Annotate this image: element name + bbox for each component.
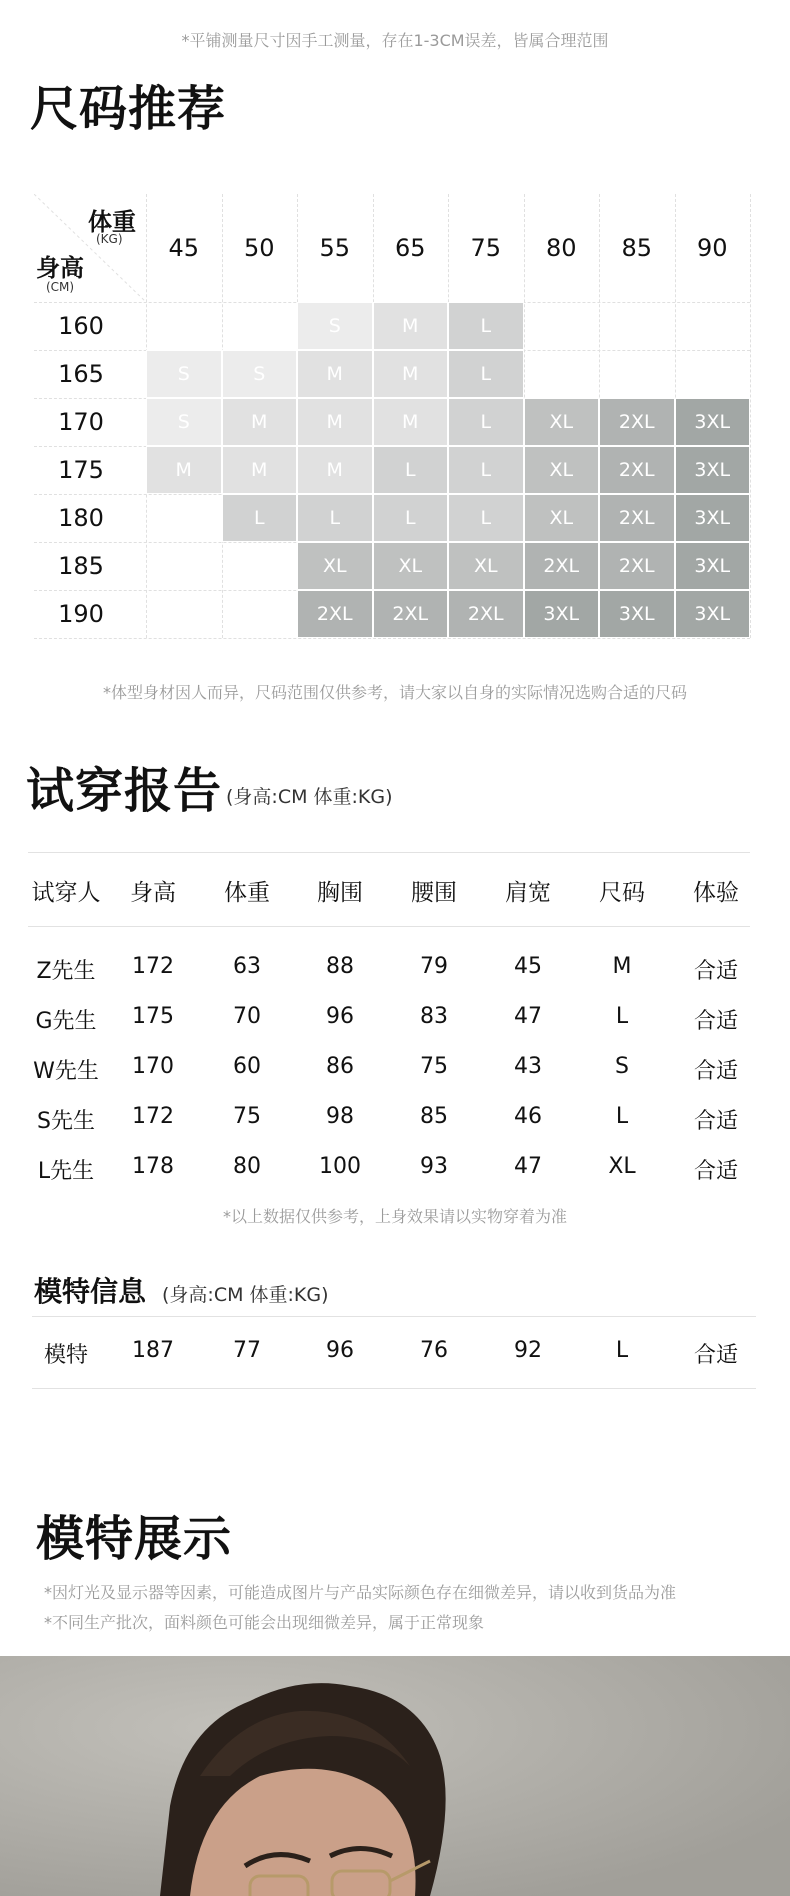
weight-axis-unit: (KG): [96, 232, 123, 246]
table-cell: 70: [233, 1004, 261, 1029]
size-cell: 2XL: [448, 590, 524, 638]
weight-header: 65: [394, 234, 426, 262]
table-cell: L: [615, 1104, 629, 1129]
weight-header: 55: [319, 234, 351, 262]
size-cell: S: [222, 350, 298, 398]
size-cell: 3XL: [524, 590, 600, 638]
size-cell: S: [297, 302, 373, 350]
size-cell: L: [448, 350, 524, 398]
table-cell: 47: [514, 1154, 542, 1179]
size-cell: M: [373, 398, 449, 446]
table-cell: 76: [420, 1338, 448, 1363]
table-cell: 合适: [693, 1343, 739, 1368]
table-cell: 60: [233, 1054, 261, 1079]
table-cell: 92: [514, 1338, 542, 1363]
weight-header: 85: [621, 234, 653, 262]
size-cell: 2XL: [297, 590, 373, 638]
weight-header: 80: [545, 234, 577, 262]
table-cell: 45: [514, 954, 542, 979]
size-cell: M: [297, 446, 373, 494]
size-cell: M: [297, 398, 373, 446]
table-cell: 178: [132, 1154, 174, 1179]
height-label: 180: [58, 504, 104, 532]
table-cell: XL: [608, 1154, 636, 1179]
height-label: 160: [58, 312, 104, 340]
table-cell: 63: [233, 954, 261, 979]
size-cell: S: [146, 398, 222, 446]
size-chart-note: *体型身材因人而异，尺码范围仅供参考，请大家以自身的实际情况选购合适的尺码: [102, 683, 687, 702]
table-cell: 98: [326, 1104, 354, 1129]
batch-difference-note: *不同生产批次，面料颜色可能会出现细微差异，属于正常现象: [44, 1613, 485, 1632]
table-cell: 93: [420, 1154, 448, 1179]
size-cell: L: [448, 302, 524, 350]
size-cell: 2XL: [599, 542, 675, 590]
model-show-title: 模特展示: [36, 1511, 233, 1567]
grid-line: [750, 194, 751, 638]
table-cell: S先生: [37, 1109, 95, 1134]
table-cell: G先生: [35, 1009, 97, 1034]
color-difference-note: *因灯光及显示器等因素，可能造成图片与产品实际颜色存在细微差异，请以收到货品为准: [44, 1583, 677, 1602]
table-cell: 46: [514, 1104, 542, 1129]
table-cell: 模特: [43, 1343, 89, 1368]
table-cell: 96: [326, 1004, 354, 1029]
table-cell: L: [615, 1004, 629, 1029]
column-header: 身高: [130, 880, 176, 906]
model-info-top-rule: [32, 1316, 756, 1317]
table-cell: 80: [233, 1154, 261, 1179]
trial-top-rule: [28, 852, 750, 853]
size-cell: L: [373, 494, 449, 542]
weight-header: 45: [168, 234, 200, 262]
table-cell: L先生: [37, 1159, 95, 1184]
table-cell: S: [615, 1054, 629, 1079]
table-cell: 83: [420, 1004, 448, 1029]
table-cell: 47: [514, 1004, 542, 1029]
weight-header: 75: [470, 234, 502, 262]
table-cell: 79: [420, 954, 448, 979]
table-cell: 187: [132, 1338, 174, 1363]
table-cell: 172: [132, 954, 174, 979]
table-cell: M: [612, 954, 632, 979]
size-cell: 3XL: [675, 398, 751, 446]
table-cell: 75: [420, 1054, 448, 1079]
column-header: 肩宽: [505, 880, 551, 906]
table-cell: 86: [326, 1054, 354, 1079]
column-header: 胸围: [317, 880, 363, 906]
size-cell: XL: [524, 446, 600, 494]
size-cell: M: [373, 350, 449, 398]
table-cell: 77: [233, 1338, 261, 1363]
table-cell: L: [615, 1338, 629, 1363]
size-cell: M: [297, 350, 373, 398]
trial-note: *以上数据仅供参考，上身效果请以实物穿着为准: [222, 1207, 567, 1226]
size-chart: [34, 194, 757, 638]
height-label: 165: [58, 360, 104, 388]
size-cell: 3XL: [675, 542, 751, 590]
grid-line: [34, 638, 750, 639]
size-cell: L: [448, 398, 524, 446]
measurement-note: *平铺测量尺寸因手工测量，存在1-3CM误差，皆属合理范围: [181, 31, 609, 50]
table-cell: Z先生: [36, 959, 96, 984]
height-label: 185: [58, 552, 104, 580]
size-cell: XL: [524, 398, 600, 446]
table-cell: 合适: [693, 1009, 739, 1034]
table-cell: 合适: [693, 1109, 739, 1134]
trial-header-rule: [28, 926, 750, 927]
size-cell: 2XL: [373, 590, 449, 638]
size-cell: 2XL: [599, 398, 675, 446]
column-header: 尺码: [599, 880, 645, 906]
table-cell: 75: [233, 1104, 261, 1129]
size-cell: 2XL: [524, 542, 600, 590]
height-axis-unit: (CM): [46, 280, 75, 294]
model-info-unit-note: (身高:CM 体重:KG): [162, 1284, 329, 1306]
size-cell: M: [222, 398, 298, 446]
table-cell: 合适: [693, 959, 739, 984]
trial-section-title: 试穿报告: [26, 763, 223, 819]
weight-axis-label: 体重: [88, 208, 136, 236]
size-cell: L: [448, 446, 524, 494]
size-cell: XL: [373, 542, 449, 590]
height-label: 190: [58, 600, 104, 628]
weight-header: 90: [696, 234, 728, 262]
size-cell: L: [448, 494, 524, 542]
table-cell: 96: [326, 1338, 354, 1363]
table-cell: 88: [326, 954, 354, 979]
column-header: 体重: [224, 880, 270, 906]
table-cell: 合适: [693, 1159, 739, 1184]
size-cell: XL: [448, 542, 524, 590]
model-photo-illustration: [0, 1656, 790, 1896]
size-section-title: 尺码推荐: [30, 81, 227, 137]
size-cell: M: [373, 302, 449, 350]
table-cell: 172: [132, 1104, 174, 1129]
table-cell: 175: [132, 1004, 174, 1029]
model-info-bottom-rule: [32, 1388, 756, 1389]
table-cell: 170: [132, 1054, 174, 1079]
height-label: 175: [58, 456, 104, 484]
size-cell: S: [146, 350, 222, 398]
size-cell: 3XL: [675, 446, 751, 494]
table-cell: 100: [319, 1154, 361, 1179]
size-cell: 2XL: [599, 446, 675, 494]
trial-unit-note: (身高:CM 体重:KG): [226, 786, 393, 808]
column-header: 体验: [693, 880, 739, 906]
size-cell: XL: [524, 494, 600, 542]
size-cell: 3XL: [675, 590, 751, 638]
size-cell: 3XL: [599, 590, 675, 638]
height-label: 170: [58, 408, 104, 436]
table-cell: 43: [514, 1054, 542, 1079]
table-cell: W先生: [33, 1059, 99, 1084]
size-cell: 2XL: [599, 494, 675, 542]
size-cell: L: [222, 494, 298, 542]
weight-header: 50: [243, 234, 275, 262]
table-cell: 合适: [693, 1059, 739, 1084]
height-axis-label: 身高: [36, 254, 84, 282]
size-cell: M: [222, 446, 298, 494]
size-cell: L: [297, 494, 373, 542]
column-header: 腰围: [411, 880, 457, 906]
table-cell: 85: [420, 1104, 448, 1129]
size-cell: 3XL: [675, 494, 751, 542]
size-cell: XL: [297, 542, 373, 590]
column-header: 试穿人: [31, 880, 101, 906]
size-cell: L: [373, 446, 449, 494]
size-cell: M: [146, 446, 222, 494]
model-info-title: 模特信息: [34, 1275, 147, 1308]
model-photo: [0, 1656, 790, 1896]
